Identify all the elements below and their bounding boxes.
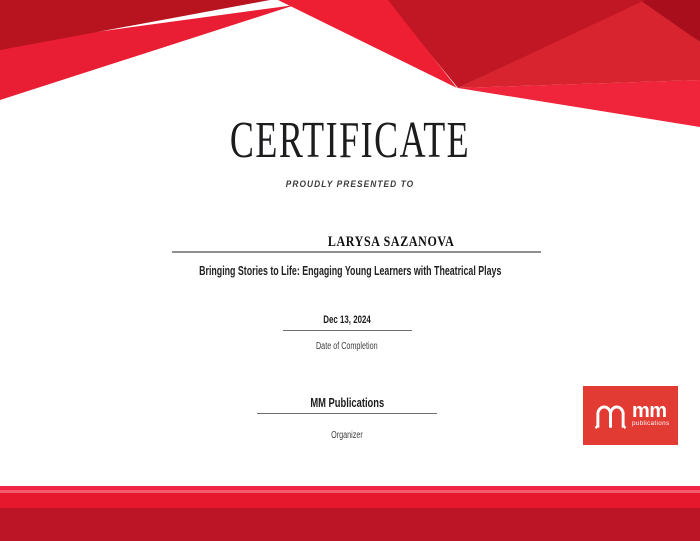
course-title bbox=[0, 262, 700, 280]
completion-date bbox=[0, 310, 700, 328]
completion-date-label-text: Date of Completion bbox=[316, 341, 378, 352]
certificate-title bbox=[0, 110, 700, 169]
organizer-label-text: Organizer bbox=[331, 430, 363, 441]
recipient-name bbox=[0, 233, 700, 251]
completion-date-text: Dec 13, 2024 bbox=[323, 314, 371, 326]
completion-date-underline bbox=[283, 330, 412, 331]
recipient-name-text: LARYSA SAZANOVA bbox=[327, 234, 455, 250]
presented-label-text: PROUDLY PRESENTED TO bbox=[285, 179, 415, 190]
recipient-underline bbox=[172, 251, 541, 253]
presented-label bbox=[0, 174, 700, 192]
completion-date-label bbox=[0, 336, 700, 354]
footer-stripe-dark-red bbox=[0, 508, 700, 541]
logo-primary-text: mm bbox=[632, 400, 667, 423]
certificate-title-text: CERTIFICATE bbox=[229, 110, 471, 169]
course-title-text: Bringing Stories to Life: Engaging Young Learners with Theatrical Plays bbox=[198, 263, 502, 278]
footer-stripe-medium-red bbox=[0, 493, 700, 508]
organizer-name-text: MM Publications bbox=[310, 395, 384, 410]
logo-secondary-text: publications bbox=[632, 420, 670, 428]
organizer-underline bbox=[257, 413, 437, 414]
logo-wordmark bbox=[632, 400, 670, 428]
open-book-icon bbox=[594, 400, 627, 431]
mm-publications-logo bbox=[583, 386, 678, 445]
